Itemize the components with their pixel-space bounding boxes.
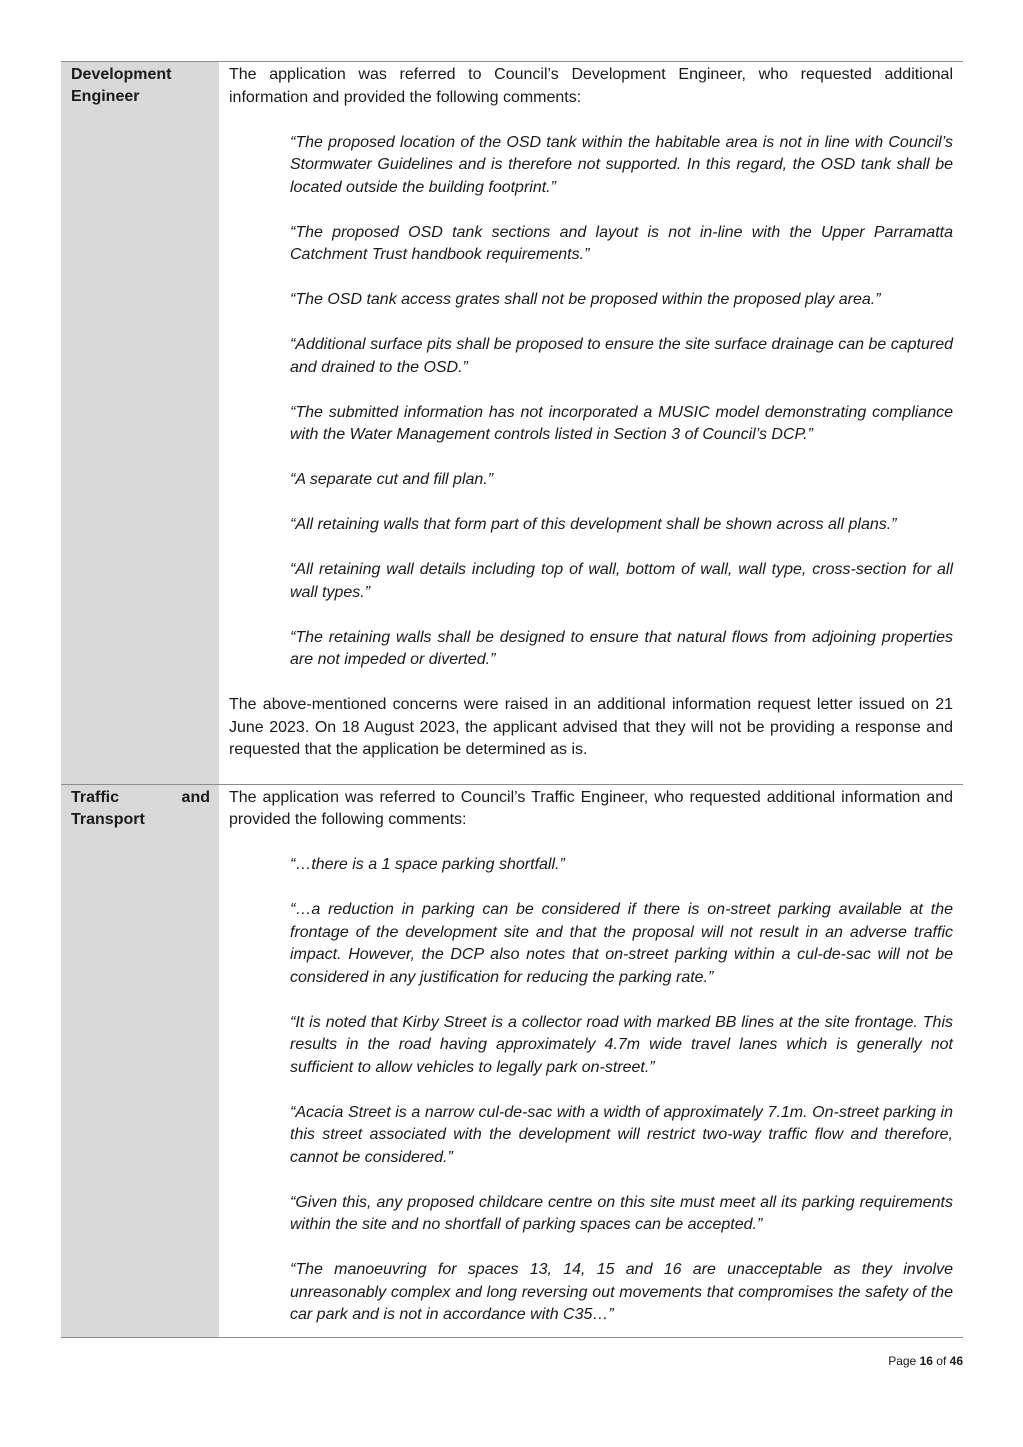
current-page: 16 bbox=[919, 1354, 933, 1368]
table-row bbox=[61, 785, 963, 1338]
quote-paragraph: “All retaining walls that form part of this development shall be shown across all plans.” bbox=[290, 516, 897, 533]
quote-paragraph: “The proposed location of the OSD tank within the habitable area is not in line with Council’s Stormwater Guidelines and is therefore not supported. In this regard, the OSD tank shall be located outside the building footprint.” bbox=[290, 133, 953, 196]
row-label bbox=[61, 62, 219, 784]
quote-paragraph: “Additional surface pits shall be proposed to ensure the site surface drainage can be captured and drained to the OSD.” bbox=[290, 336, 953, 376]
page-number bbox=[61, 1354, 963, 1368]
quote-paragraph: “It is noted that Kirby Street is a collector road with marked BB lines at the site frontage. This results in the road having approximately 4.7m wide travel lanes which is generally not sufficient to allow vehicles to legally park on-street.” bbox=[290, 1013, 953, 1076]
quote-paragraph: “The OSD tank access grates shall not be proposed within the proposed play area.” bbox=[290, 291, 881, 308]
quote-paragraph: “The submitted information has not incorporated a MUSIC model demonstrating compliance with the Water Management controls listed in Section 3 of Council’s DCP.” bbox=[290, 403, 953, 443]
quote-paragraph: “All retaining wall details including top of wall, bottom of wall, wall type, cross-section for all wall types.” bbox=[290, 561, 953, 601]
quote-paragraph: “Given this, any proposed childcare centre on this site must meet all its parking requirements within the site and no shortfall of parking spaces can be accepted.” bbox=[290, 1193, 953, 1233]
row-label-line: Engineer bbox=[71, 88, 140, 105]
closing-paragraph: The above-mentioned concerns were raised in an additional information request letter issued on 21 June 2023. On 18 August 2023, the applicant advised that they will not be providing a response and requested that the application be determined as is. bbox=[229, 696, 953, 758]
row-label bbox=[61, 785, 219, 1337]
row-content bbox=[219, 785, 963, 1337]
row-label-line: Transport bbox=[71, 810, 145, 828]
intro-paragraph: The application was referred to Council’s Traffic Engineer, who requested additional information and provided the following comments: bbox=[229, 788, 953, 828]
quote-paragraph: “The manoeuvring for spaces 13, 14, 15 and 16 are unacceptable as they involve unreasonably complex and long reversing out movements that compromises the safety of the car park and is not in accordance with C35…” bbox=[290, 1261, 953, 1323]
total-pages: 46 bbox=[949, 1354, 963, 1368]
table-row bbox=[61, 62, 963, 785]
quote-paragraph: “The retaining walls shall be designed to ensure that natural flows from adjoining properties are not impeded or diverted.” bbox=[290, 628, 953, 668]
quote-paragraph: “…a reduction in parking can be considered if there is on-street parking available at the frontage of the development site and that the proposal will not result in an adverse traffic impact. However, the DCP also notes that on-street parking within a cul-de-sac will not be considered in any justification for reducing the parking rate.” bbox=[290, 901, 953, 986]
quote-paragraph: “Acacia Street is a narrow cul-de-sac with a width of approximately 7.1m. On-street parking in this street associated with the development will restrict two-way traffic flow and therefore, cannot be considered.” bbox=[290, 1103, 953, 1166]
row-content bbox=[219, 62, 963, 784]
referrals-table bbox=[61, 61, 963, 1338]
quote-paragraph: “The proposed OSD tank sections and layout is not in-line with the Upper Parramatta Catchment Trust handbook requirements.” bbox=[290, 223, 953, 263]
quote-paragraph: “…there is a 1 space parking shortfall.” bbox=[290, 856, 565, 873]
intro-paragraph: The application was referred to Council’s Development Engineer, who requested additional information and provided the following comments: bbox=[229, 66, 953, 106]
row-label-line: Development bbox=[71, 66, 172, 83]
row-label-line: Traffic and bbox=[71, 788, 210, 806]
quote-paragraph: “A separate cut and fill plan.” bbox=[290, 471, 494, 488]
page-label: Page bbox=[888, 1354, 917, 1368]
page-of: of bbox=[936, 1354, 947, 1368]
